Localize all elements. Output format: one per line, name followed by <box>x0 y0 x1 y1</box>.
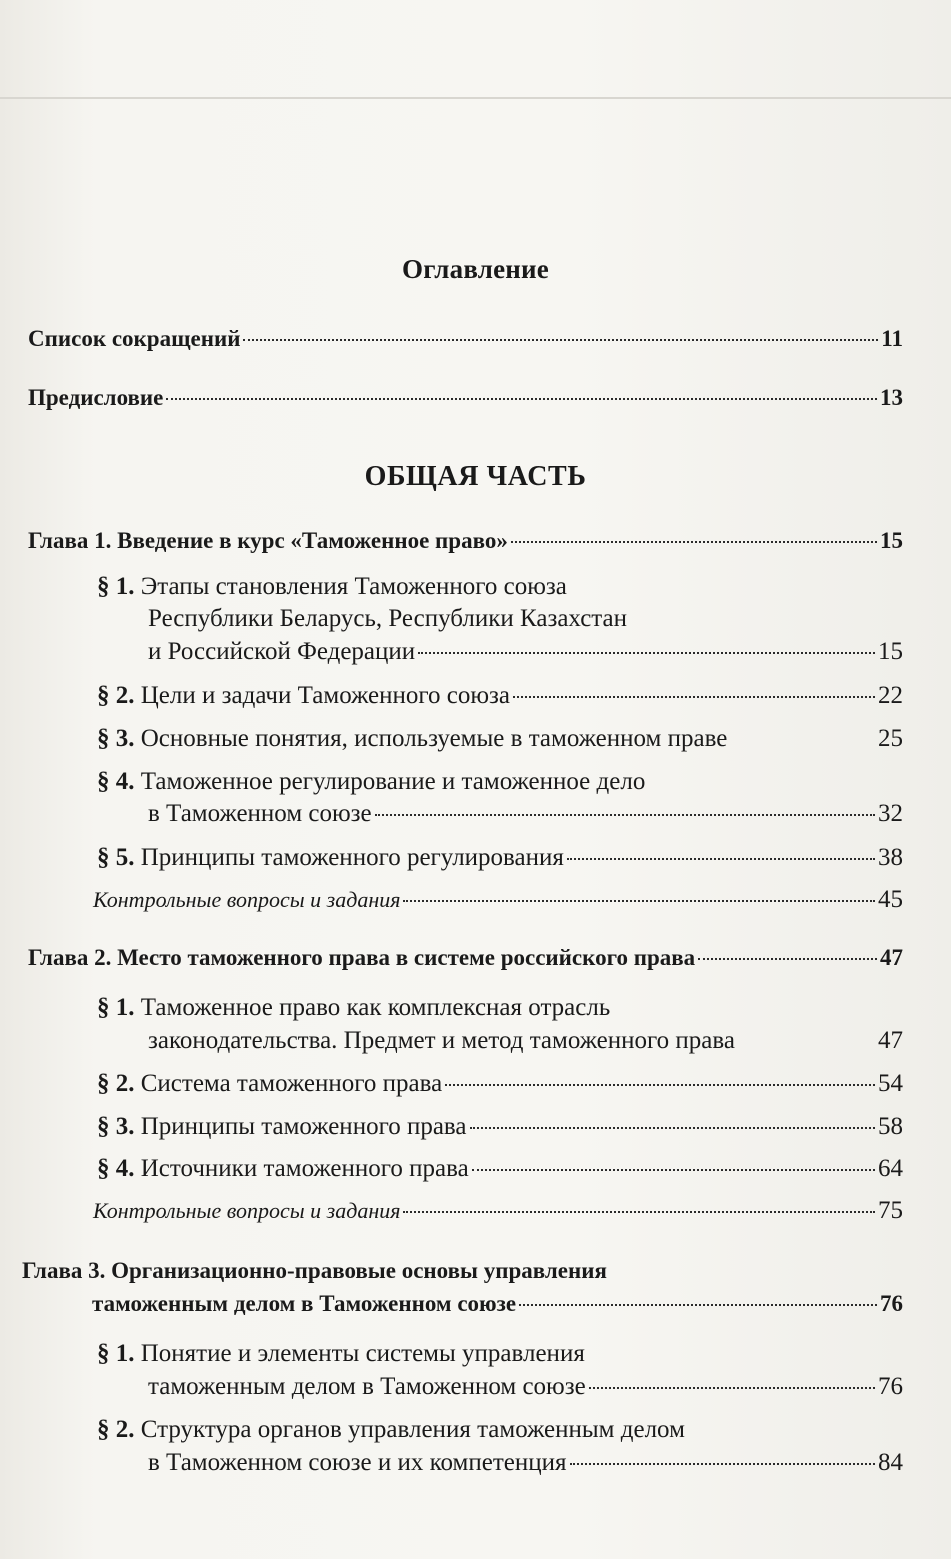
entry-page-number: 15 <box>878 638 903 665</box>
entry-page-number: 13 <box>880 385 903 410</box>
dot-leader <box>418 652 875 654</box>
section-title-line: и Российской Федерации <box>148 638 416 665</box>
toc-section-1-2 <box>97 682 903 710</box>
toc-section-1-4-last <box>148 800 903 828</box>
entry-page-number: 47 <box>880 945 903 970</box>
dot-leader <box>243 339 878 341</box>
toc-entry-chapter-2 <box>28 945 903 971</box>
toc-section-1-4-line-1 <box>97 768 903 796</box>
entry-label: Глава 1. Введение в курс «Таможенное право» <box>28 528 508 553</box>
dot-leader <box>403 900 875 902</box>
toc-section-2-3 <box>97 1113 903 1141</box>
toc-section-1-1-last <box>148 638 903 666</box>
section-title-line: Понятие и элементы системы управления <box>140 1340 585 1367</box>
entry-page-number: 45 <box>878 886 903 913</box>
entry-page-number: 64 <box>878 1155 903 1182</box>
section-number: § 2. <box>97 1070 135 1097</box>
entry-page-number: 47 <box>878 1027 903 1054</box>
section-number: § 2. <box>97 682 135 709</box>
section-title-line: в Таможенном союзе и их компетенция <box>148 1449 567 1476</box>
toc-section-3-1-line-1 <box>97 1340 903 1368</box>
toc-section-1-1-line-1 <box>97 573 903 601</box>
dot-leader <box>375 814 875 816</box>
dot-leader <box>472 1169 875 1171</box>
dot-leader <box>166 398 877 400</box>
section-number: § 3. <box>97 1113 135 1140</box>
page-header-rule <box>0 97 951 99</box>
entry-page-number: 76 <box>880 1291 903 1316</box>
toc-section-2-2 <box>97 1070 903 1098</box>
toc-section-3-2-line-1 <box>97 1416 903 1444</box>
entry-label: Контрольные вопросы и задания <box>93 1198 401 1223</box>
toc-entry-chapter-3-line-1 <box>22 1258 903 1284</box>
section-number: § 2. <box>97 1416 135 1443</box>
section-title-line: законодательства. Предмет и метод таможенного права <box>148 1027 735 1054</box>
toc-section-2-1-last <box>148 1027 903 1055</box>
entry-page-number: 25 <box>878 725 903 752</box>
entry-page-number: 11 <box>881 326 903 351</box>
section-title-line: в Таможенном союзе <box>148 800 372 827</box>
toc-section-2-4 <box>97 1155 903 1183</box>
toc-questions-chapter-1 <box>93 886 903 914</box>
section-title-line: Этапы становления Таможенного союза <box>140 573 567 600</box>
section-number: § 1. <box>97 573 135 600</box>
section-title-line: Структура органов управления таможенным делом <box>140 1416 685 1443</box>
section-title-line: Таможенное право как комплексная отрасль <box>140 994 611 1021</box>
dot-leader <box>567 858 875 860</box>
entry-page-number: 75 <box>878 1197 903 1224</box>
toc-section-3-1-last <box>148 1373 903 1401</box>
section-title-line: Таможенное регулирование и таможенное дело <box>140 768 646 795</box>
section-number: § 4. <box>97 768 135 795</box>
toc-entry-preface <box>28 385 903 411</box>
entry-page-number: 58 <box>878 1113 903 1140</box>
section-title-line: таможенным делом в Таможенном союзе <box>148 1373 586 1400</box>
toc-title: Оглавление <box>402 254 549 284</box>
toc-section-2-1-line-1 <box>97 994 903 1022</box>
toc-section-1-5 <box>97 844 903 872</box>
entry-page-number: 38 <box>878 844 903 871</box>
entry-page-number: 15 <box>880 528 903 553</box>
dot-leader <box>403 1211 875 1213</box>
toc-entry-abbreviations <box>28 326 903 352</box>
section-number: § 1. <box>97 1340 135 1367</box>
section-title-line: Основные понятия, используемые в таможенном праве <box>140 725 728 752</box>
dot-leader <box>513 696 875 698</box>
entry-page-number: 32 <box>878 800 903 827</box>
entry-label: Контрольные вопросы и задания <box>93 887 401 912</box>
section-title-line: Система таможенного права <box>140 1070 443 1097</box>
section-number: § 5. <box>97 844 135 871</box>
toc-entry-chapter-3-line-2 <box>92 1291 903 1317</box>
entry-label: таможенным делом в Таможенном союзе <box>92 1291 517 1316</box>
section-title-line: Республики Беларусь, Республики Казахстан <box>148 605 628 632</box>
dot-leader <box>519 1304 877 1306</box>
dot-leader <box>570 1463 876 1465</box>
dot-leader <box>589 1387 875 1389</box>
dot-leader <box>698 958 877 960</box>
entry-label: Глава 3. Организационно-правовые основы управления <box>22 1258 607 1283</box>
entry-page-number: 84 <box>878 1449 903 1476</box>
dot-leader <box>511 541 877 543</box>
toc-section-1-3 <box>97 725 903 753</box>
section-number: § 1. <box>97 994 135 1021</box>
section-title-line: Принципы таможенного права <box>140 1113 467 1140</box>
toc-section-3-2-last <box>148 1449 903 1477</box>
toc-entry-chapter-1 <box>28 528 903 554</box>
section-number: § 3. <box>97 725 135 752</box>
section-title-line: Принципы таможенного регулирования <box>140 844 564 871</box>
dot-leader <box>445 1084 875 1086</box>
section-title-line: Цели и задачи Таможенного союза <box>140 682 510 709</box>
section-title-line: Источники таможенного права <box>140 1155 469 1182</box>
toc-questions-chapter-2 <box>93 1197 903 1225</box>
dot-leader <box>470 1127 876 1129</box>
entry-page-number: 76 <box>878 1373 903 1400</box>
entry-label: Глава 2. Место таможенного права в системе российского права <box>28 945 696 970</box>
section-number: § 4. <box>97 1155 135 1182</box>
entry-page-number: 54 <box>878 1070 903 1097</box>
entry-page-number: 22 <box>878 682 903 709</box>
entry-label: Предисловие <box>28 385 164 410</box>
part-heading: ОБЩАЯ ЧАСТЬ <box>364 461 587 492</box>
entry-label: Список сокращений <box>28 326 241 351</box>
